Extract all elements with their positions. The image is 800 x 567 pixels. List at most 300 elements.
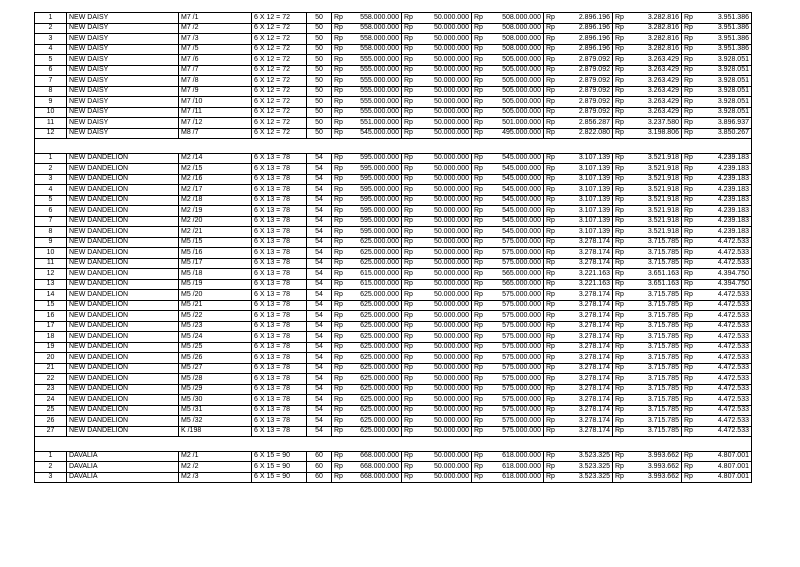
- building-size-cell: 54: [307, 237, 332, 248]
- table-row: [35, 279, 752, 290]
- installment-2-cell: 3.263.429: [629, 65, 682, 76]
- installment-1-cell: 3.107.139: [560, 185, 613, 196]
- currency-label-cell: Rp: [682, 34, 698, 45]
- row-number-cell: 7: [35, 76, 67, 87]
- table-row: [35, 395, 752, 406]
- currency-label-cell: Rp: [332, 34, 348, 45]
- installment-3-cell: 3.928.051: [698, 107, 752, 118]
- down-payment-cell: 50.000.000: [418, 353, 472, 364]
- land-size-cell: 6 X 12 = 72: [252, 118, 307, 129]
- land-size-cell: 6 X 13 = 78: [252, 321, 307, 332]
- balance-cell: 618.000.000: [488, 462, 544, 473]
- currency-label-cell: Rp: [472, 472, 488, 483]
- currency-label-cell: Rp: [472, 118, 488, 129]
- currency-label-cell: Rp: [402, 34, 418, 45]
- currency-label-cell: Rp: [682, 300, 698, 311]
- price-cell: 595.000.000: [348, 195, 402, 206]
- cluster-name-cell: DAVALIA: [67, 472, 179, 483]
- unit-code-cell: K /198: [179, 426, 252, 437]
- price-cell: 668.000.000: [348, 472, 402, 483]
- cluster-name-cell: NEW DAISY: [67, 97, 179, 108]
- row-number-cell: 1: [35, 13, 67, 24]
- price-cell: 625.000.000: [348, 332, 402, 343]
- installment-3-cell: 3.928.051: [698, 97, 752, 108]
- currency-label-cell: Rp: [682, 451, 698, 462]
- down-payment-cell: 50.000.000: [418, 395, 472, 406]
- price-cell: 558.000.000: [348, 44, 402, 55]
- down-payment-cell: 50.000.000: [418, 279, 472, 290]
- down-payment-cell: 50.000.000: [418, 195, 472, 206]
- land-size-cell: 6 X 12 = 72: [252, 86, 307, 97]
- building-size-cell: 54: [307, 279, 332, 290]
- price-cell: 625.000.000: [348, 416, 402, 427]
- balance-cell: 575.000.000: [488, 300, 544, 311]
- currency-label-cell: Rp: [332, 13, 348, 24]
- cluster-name-cell: NEW DAISY: [67, 86, 179, 97]
- installment-3-cell: 4.472.533: [698, 332, 752, 343]
- cluster-name-cell: NEW DANDELION: [67, 237, 179, 248]
- building-size-cell: 54: [307, 227, 332, 238]
- installment-2-cell: 3.263.429: [629, 97, 682, 108]
- installment-1-cell: 3.107.139: [560, 206, 613, 217]
- currency-label-cell: Rp: [332, 185, 348, 196]
- installment-1-cell: 2.879.092: [560, 55, 613, 66]
- currency-label-cell: Rp: [544, 118, 560, 129]
- table-row: [35, 206, 752, 217]
- installment-1-cell: 3.278.174: [560, 395, 613, 406]
- row-number-cell: 7: [35, 216, 67, 227]
- unit-code-cell: M8 /7: [179, 128, 252, 139]
- row-number-cell: 14: [35, 290, 67, 301]
- currency-label-cell: Rp: [402, 300, 418, 311]
- land-size-cell: 6 X 13 = 78: [252, 374, 307, 385]
- building-size-cell: 60: [307, 462, 332, 473]
- down-payment-cell: 50.000.000: [418, 118, 472, 129]
- row-number-cell: 2: [35, 23, 67, 34]
- currency-label-cell: Rp: [544, 279, 560, 290]
- unit-code-cell: M2 /14: [179, 153, 252, 164]
- down-payment-cell: 50.000.000: [418, 153, 472, 164]
- cluster-name-cell: NEW DANDELION: [67, 416, 179, 427]
- installment-2-cell: 3.993.662: [629, 451, 682, 462]
- table-row: [35, 405, 752, 416]
- currency-label-cell: Rp: [544, 86, 560, 97]
- balance-cell: 575.000.000: [488, 384, 544, 395]
- row-number-cell: 1: [35, 451, 67, 462]
- land-size-cell: 6 X 13 = 78: [252, 363, 307, 374]
- unit-code-cell: M5 /22: [179, 311, 252, 322]
- currency-label-cell: Rp: [544, 153, 560, 164]
- currency-label-cell: Rp: [402, 164, 418, 175]
- installment-2-cell: 3.993.662: [629, 462, 682, 473]
- currency-label-cell: Rp: [682, 164, 698, 175]
- building-size-cell: 54: [307, 426, 332, 437]
- currency-label-cell: Rp: [613, 195, 629, 206]
- currency-label-cell: Rp: [682, 118, 698, 129]
- currency-label-cell: Rp: [472, 164, 488, 175]
- table-row: [35, 237, 752, 248]
- unit-code-cell: M5 /23: [179, 321, 252, 332]
- currency-label-cell: Rp: [402, 342, 418, 353]
- table-row: [35, 472, 752, 483]
- row-number-cell: 5: [35, 195, 67, 206]
- cluster-name-cell: DAVALIA: [67, 462, 179, 473]
- down-payment-cell: 50.000.000: [418, 321, 472, 332]
- currency-label-cell: Rp: [544, 451, 560, 462]
- currency-label-cell: Rp: [402, 55, 418, 66]
- price-cell: 625.000.000: [348, 290, 402, 301]
- balance-cell: 575.000.000: [488, 353, 544, 364]
- building-size-cell: 54: [307, 258, 332, 269]
- installment-2-cell: 3.521.918: [629, 185, 682, 196]
- currency-label-cell: Rp: [613, 395, 629, 406]
- balance-cell: 508.000.000: [488, 13, 544, 24]
- currency-label-cell: Rp: [544, 321, 560, 332]
- currency-label-cell: Rp: [472, 13, 488, 24]
- cluster-name-cell: NEW DAISY: [67, 65, 179, 76]
- land-size-cell: 6 X 15 = 90: [252, 451, 307, 462]
- down-payment-cell: 50.000.000: [418, 174, 472, 185]
- currency-label-cell: Rp: [613, 374, 629, 385]
- installment-3-cell: 4.472.533: [698, 395, 752, 406]
- cluster-name-cell: NEW DANDELION: [67, 290, 179, 301]
- land-size-cell: 6 X 13 = 78: [252, 164, 307, 175]
- currency-label-cell: Rp: [472, 248, 488, 259]
- currency-label-cell: Rp: [613, 118, 629, 129]
- currency-label-cell: Rp: [544, 227, 560, 238]
- cluster-name-cell: NEW DANDELION: [67, 227, 179, 238]
- unit-code-cell: M7 /5: [179, 44, 252, 55]
- currency-label-cell: Rp: [682, 185, 698, 196]
- installment-3-cell: 4.239.183: [698, 227, 752, 238]
- currency-label-cell: Rp: [332, 97, 348, 108]
- down-payment-cell: 50.000.000: [418, 269, 472, 280]
- currency-label-cell: Rp: [332, 426, 348, 437]
- table-row: [35, 118, 752, 129]
- currency-label-cell: Rp: [682, 384, 698, 395]
- installment-1-cell: 2.879.092: [560, 86, 613, 97]
- currency-label-cell: Rp: [332, 269, 348, 280]
- installment-3-cell: 3.896.937: [698, 118, 752, 129]
- currency-label-cell: Rp: [544, 416, 560, 427]
- currency-label-cell: Rp: [613, 300, 629, 311]
- cluster-name-cell: NEW DANDELION: [67, 248, 179, 259]
- currency-label-cell: Rp: [613, 174, 629, 185]
- down-payment-cell: 50.000.000: [418, 384, 472, 395]
- price-cell: 625.000.000: [348, 363, 402, 374]
- row-number-cell: 22: [35, 374, 67, 385]
- installment-3-cell: 4.472.533: [698, 237, 752, 248]
- table-row: [35, 227, 752, 238]
- down-payment-cell: 50.000.000: [418, 55, 472, 66]
- currency-label-cell: Rp: [613, 416, 629, 427]
- installment-3-cell: 4.472.533: [698, 342, 752, 353]
- row-number-cell: 21: [35, 363, 67, 374]
- table-row: [35, 164, 752, 175]
- balance-cell: 501.000.000: [488, 118, 544, 129]
- unit-code-cell: M5 /27: [179, 363, 252, 374]
- currency-label-cell: Rp: [613, 321, 629, 332]
- price-cell: 551.000.000: [348, 118, 402, 129]
- balance-cell: 575.000.000: [488, 332, 544, 343]
- unit-code-cell: M2 /17: [179, 185, 252, 196]
- installment-1-cell: 2.879.092: [560, 65, 613, 76]
- installment-3-cell: 4.472.533: [698, 426, 752, 437]
- land-size-cell: 6 X 13 = 78: [252, 174, 307, 185]
- cluster-name-cell: NEW DAISY: [67, 23, 179, 34]
- currency-label-cell: Rp: [402, 363, 418, 374]
- installment-2-cell: 3.521.918: [629, 206, 682, 217]
- price-cell: 558.000.000: [348, 23, 402, 34]
- currency-label-cell: Rp: [332, 321, 348, 332]
- building-size-cell: 54: [307, 342, 332, 353]
- installment-1-cell: 3.278.174: [560, 363, 613, 374]
- currency-label-cell: Rp: [402, 13, 418, 24]
- land-size-cell: 6 X 12 = 72: [252, 128, 307, 139]
- cluster-name-cell: NEW DANDELION: [67, 321, 179, 332]
- installment-3-cell: 4.807.001: [698, 462, 752, 473]
- currency-label-cell: Rp: [472, 395, 488, 406]
- unit-code-cell: M2 /16: [179, 174, 252, 185]
- row-number-cell: 27: [35, 426, 67, 437]
- row-number-cell: 15: [35, 300, 67, 311]
- currency-label-cell: Rp: [472, 426, 488, 437]
- currency-label-cell: Rp: [332, 216, 348, 227]
- installment-2-cell: 3.715.785: [629, 332, 682, 343]
- installment-1-cell: 3.278.174: [560, 258, 613, 269]
- installment-2-cell: 3.715.785: [629, 384, 682, 395]
- currency-label-cell: Rp: [472, 269, 488, 280]
- cluster-name-cell: NEW DANDELION: [67, 353, 179, 364]
- currency-label-cell: Rp: [682, 342, 698, 353]
- currency-label-cell: Rp: [613, 269, 629, 280]
- currency-label-cell: Rp: [613, 44, 629, 55]
- installment-3-cell: 4.472.533: [698, 321, 752, 332]
- currency-label-cell: Rp: [544, 164, 560, 175]
- down-payment-cell: 50.000.000: [418, 472, 472, 483]
- currency-label-cell: Rp: [613, 384, 629, 395]
- row-number-cell: 8: [35, 86, 67, 97]
- balance-cell: 575.000.000: [488, 342, 544, 353]
- currency-label-cell: Rp: [402, 384, 418, 395]
- price-cell: 625.000.000: [348, 384, 402, 395]
- currency-label-cell: Rp: [472, 76, 488, 87]
- installment-1-cell: 3.278.174: [560, 237, 613, 248]
- currency-label-cell: Rp: [332, 300, 348, 311]
- currency-label-cell: Rp: [472, 363, 488, 374]
- building-size-cell: 54: [307, 395, 332, 406]
- currency-label-cell: Rp: [544, 405, 560, 416]
- currency-label-cell: Rp: [472, 300, 488, 311]
- currency-label-cell: Rp: [544, 237, 560, 248]
- row-number-cell: 19: [35, 342, 67, 353]
- unit-code-cell: M5 /18: [179, 269, 252, 280]
- installment-2-cell: 3.715.785: [629, 374, 682, 385]
- table-row: [35, 86, 752, 97]
- cluster-name-cell: NEW DANDELION: [67, 342, 179, 353]
- building-size-cell: 50: [307, 44, 332, 55]
- installment-2-cell: 3.263.429: [629, 55, 682, 66]
- installment-3-cell: 4.472.533: [698, 353, 752, 364]
- building-size-cell: 54: [307, 311, 332, 322]
- unit-code-cell: M5 /29: [179, 384, 252, 395]
- currency-label-cell: Rp: [472, 237, 488, 248]
- price-cell: 625.000.000: [348, 395, 402, 406]
- cluster-name-cell: NEW DAISY: [67, 34, 179, 45]
- balance-cell: 575.000.000: [488, 290, 544, 301]
- unit-code-cell: M2 /1: [179, 451, 252, 462]
- balance-cell: 575.000.000: [488, 237, 544, 248]
- building-size-cell: 54: [307, 321, 332, 332]
- currency-label-cell: Rp: [613, 353, 629, 364]
- currency-label-cell: Rp: [332, 55, 348, 66]
- table-row: [35, 185, 752, 196]
- currency-label-cell: Rp: [613, 107, 629, 118]
- table-row: [35, 23, 752, 34]
- cluster-name-cell: NEW DANDELION: [67, 395, 179, 406]
- price-cell: 595.000.000: [348, 227, 402, 238]
- currency-label-cell: Rp: [332, 118, 348, 129]
- installment-1-cell: 2.879.092: [560, 76, 613, 87]
- installment-1-cell: 3.278.174: [560, 311, 613, 322]
- currency-label-cell: Rp: [332, 451, 348, 462]
- currency-label-cell: Rp: [332, 76, 348, 87]
- installment-3-cell: 4.239.183: [698, 153, 752, 164]
- installment-2-cell: 3.715.785: [629, 363, 682, 374]
- currency-label-cell: Rp: [682, 153, 698, 164]
- building-size-cell: 50: [307, 128, 332, 139]
- currency-label-cell: Rp: [682, 44, 698, 55]
- land-size-cell: 6 X 15 = 90: [252, 472, 307, 483]
- currency-label-cell: Rp: [544, 290, 560, 301]
- currency-label-cell: Rp: [613, 237, 629, 248]
- installment-2-cell: 3.263.429: [629, 76, 682, 87]
- currency-label-cell: Rp: [472, 128, 488, 139]
- down-payment-cell: 50.000.000: [418, 107, 472, 118]
- cluster-name-cell: NEW DANDELION: [67, 258, 179, 269]
- currency-label-cell: Rp: [682, 472, 698, 483]
- unit-code-cell: M2 /2: [179, 462, 252, 473]
- currency-label-cell: Rp: [544, 44, 560, 55]
- installment-1-cell: 3.278.174: [560, 332, 613, 343]
- down-payment-cell: 50.000.000: [418, 13, 472, 24]
- currency-label-cell: Rp: [682, 237, 698, 248]
- balance-cell: 575.000.000: [488, 321, 544, 332]
- currency-label-cell: Rp: [332, 248, 348, 259]
- currency-label-cell: Rp: [332, 258, 348, 269]
- currency-label-cell: Rp: [472, 216, 488, 227]
- installment-2-cell: 3.715.785: [629, 395, 682, 406]
- unit-code-cell: M7 /11: [179, 107, 252, 118]
- down-payment-cell: 50.000.000: [418, 290, 472, 301]
- currency-label-cell: Rp: [682, 86, 698, 97]
- currency-label-cell: Rp: [402, 416, 418, 427]
- installment-2-cell: 3.521.918: [629, 195, 682, 206]
- row-number-cell: 4: [35, 44, 67, 55]
- land-size-cell: 6 X 13 = 78: [252, 258, 307, 269]
- table-row: [35, 97, 752, 108]
- cluster-name-cell: NEW DAISY: [67, 76, 179, 87]
- balance-cell: 575.000.000: [488, 405, 544, 416]
- table-row: [35, 174, 752, 185]
- cluster-name-cell: NEW DANDELION: [67, 216, 179, 227]
- currency-label-cell: Rp: [332, 107, 348, 118]
- balance-cell: 505.000.000: [488, 97, 544, 108]
- row-number-cell: 10: [35, 107, 67, 118]
- unit-code-cell: M2 /18: [179, 195, 252, 206]
- price-cell: 625.000.000: [348, 353, 402, 364]
- currency-label-cell: Rp: [613, 462, 629, 473]
- currency-label-cell: Rp: [332, 416, 348, 427]
- price-cell: 558.000.000: [348, 34, 402, 45]
- currency-label-cell: Rp: [613, 472, 629, 483]
- building-size-cell: 54: [307, 248, 332, 259]
- currency-label-cell: Rp: [332, 342, 348, 353]
- balance-cell: 575.000.000: [488, 258, 544, 269]
- currency-label-cell: Rp: [544, 395, 560, 406]
- land-size-cell: 6 X 12 = 72: [252, 97, 307, 108]
- land-size-cell: 6 X 13 = 78: [252, 311, 307, 322]
- currency-label-cell: Rp: [472, 55, 488, 66]
- unit-code-cell: M2 /20: [179, 216, 252, 227]
- installment-2-cell: 3.282.816: [629, 34, 682, 45]
- balance-cell: 565.000.000: [488, 269, 544, 280]
- currency-label-cell: Rp: [544, 462, 560, 473]
- installment-3-cell: 4.472.533: [698, 300, 752, 311]
- cluster-name-cell: NEW DANDELION: [67, 426, 179, 437]
- cluster-name-cell: NEW DANDELION: [67, 164, 179, 175]
- land-size-cell: 6 X 13 = 78: [252, 185, 307, 196]
- price-cell: 555.000.000: [348, 55, 402, 66]
- unit-code-cell: M7 /7: [179, 65, 252, 76]
- land-size-cell: 6 X 13 = 78: [252, 395, 307, 406]
- price-cell: 555.000.000: [348, 107, 402, 118]
- table-row: [35, 107, 752, 118]
- price-cell: 558.000.000: [348, 13, 402, 24]
- down-payment-cell: 50.000.000: [418, 97, 472, 108]
- installment-3-cell: 4.472.533: [698, 374, 752, 385]
- land-size-cell: 6 X 12 = 72: [252, 23, 307, 34]
- down-payment-cell: 50.000.000: [418, 248, 472, 259]
- unit-code-cell: M5 /26: [179, 353, 252, 364]
- down-payment-cell: 50.000.000: [418, 76, 472, 87]
- balance-cell: 575.000.000: [488, 416, 544, 427]
- price-cell: 555.000.000: [348, 76, 402, 87]
- building-size-cell: 50: [307, 34, 332, 45]
- balance-cell: 505.000.000: [488, 76, 544, 87]
- installment-3-cell: 4.472.533: [698, 311, 752, 322]
- currency-label-cell: Rp: [682, 227, 698, 238]
- price-cell: 545.000.000: [348, 128, 402, 139]
- table-row: [35, 153, 752, 164]
- installment-2-cell: 3.715.785: [629, 237, 682, 248]
- building-size-cell: 54: [307, 416, 332, 427]
- price-cell: 615.000.000: [348, 279, 402, 290]
- installment-2-cell: 3.521.918: [629, 153, 682, 164]
- row-number-cell: 24: [35, 395, 67, 406]
- price-cell: 625.000.000: [348, 248, 402, 259]
- building-size-cell: 54: [307, 332, 332, 343]
- currency-label-cell: Rp: [682, 416, 698, 427]
- currency-label-cell: Rp: [613, 342, 629, 353]
- currency-label-cell: Rp: [682, 462, 698, 473]
- building-size-cell: 50: [307, 118, 332, 129]
- land-size-cell: 6 X 13 = 78: [252, 153, 307, 164]
- currency-label-cell: Rp: [682, 55, 698, 66]
- price-cell: 595.000.000: [348, 216, 402, 227]
- currency-label-cell: Rp: [544, 195, 560, 206]
- table-row: [35, 374, 752, 385]
